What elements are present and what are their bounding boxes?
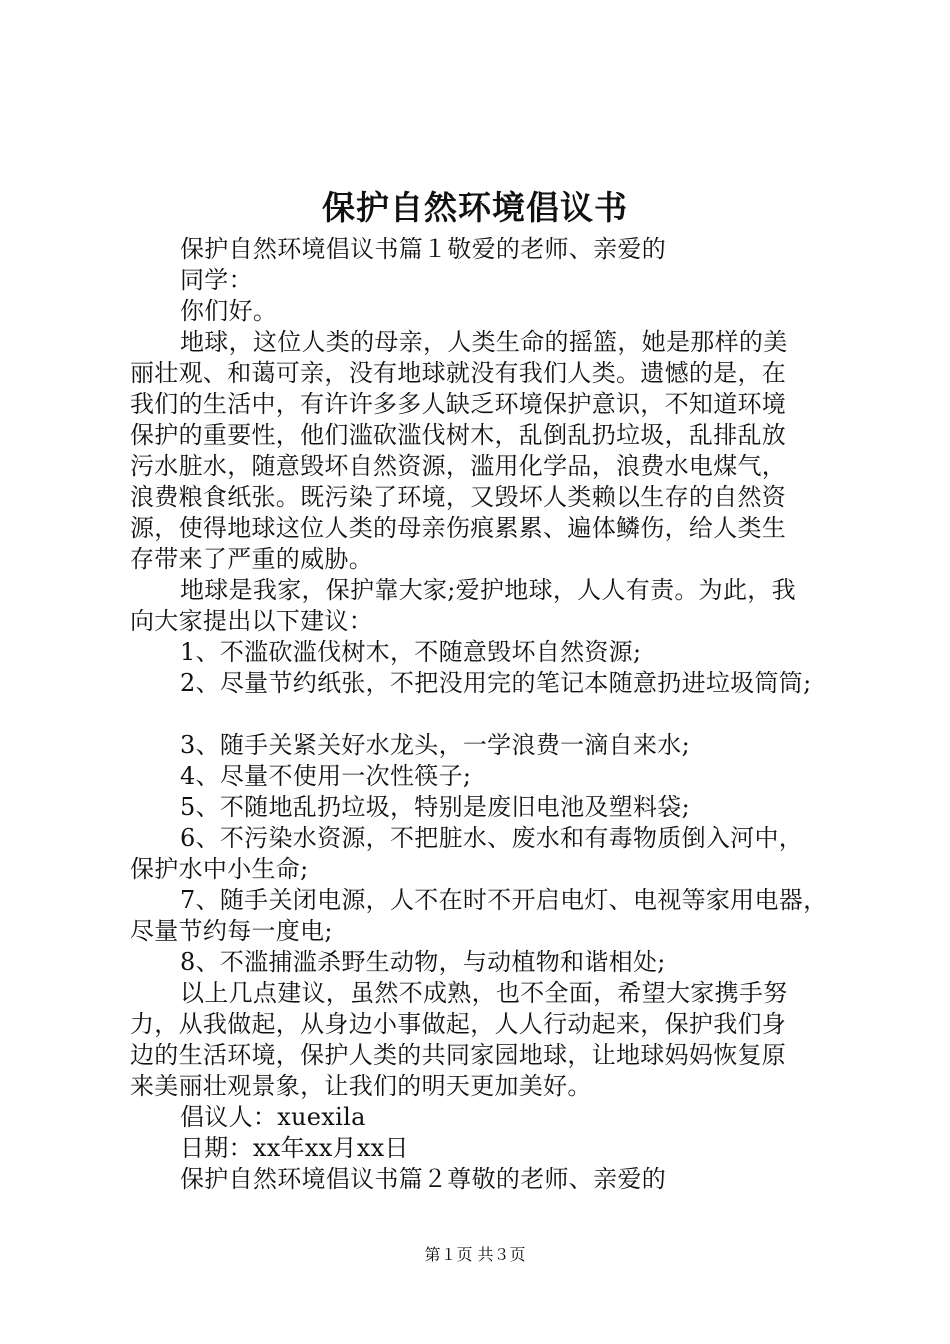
list-item: 5、不随地乱扔垃圾，特别是废旧电池及塑料袋; xyxy=(180,793,690,821)
list-item: 4、尽量不使用一次性筷子; xyxy=(180,762,472,790)
paragraph-line: 边的生活环境，保护人类的共同家园地球，让地球妈妈恢复原 xyxy=(130,1041,787,1069)
paragraph-line: 同学： xyxy=(180,266,253,294)
paragraph-line: 保护自然环境倡议书篇１敬爱的老师、亲爱的 xyxy=(180,235,666,263)
list-item-continuation: 保护水中小生命; xyxy=(130,855,309,883)
document-title: 保护自然环境倡议书 xyxy=(322,188,628,227)
paragraph-line: 我们的生活中，有许许多多人缺乏环境保护意识，不知道环境 xyxy=(130,390,787,418)
paragraph-line: 保护的重要性，他们滥砍滥伐树木，乱倒乱扔垃圾，乱排乱放 xyxy=(130,421,787,449)
page-number: 第１页 共３页 xyxy=(424,1245,526,1264)
paragraph-line: 地球是我家，保护靠大家;爱护地球，人人有责。为此，我 xyxy=(180,576,796,604)
paragraph-line: 源，使得地球这位人类的母亲伤痕累累、遍体鳞伤，给人类生 xyxy=(130,514,787,542)
date-line: 日期：xx年xx月xx日 xyxy=(180,1134,409,1162)
list-item: 7、随手关闭电源，人不在时不开启电灯、电视等家用电器， xyxy=(180,886,828,914)
paragraph-line: 以上几点建议，虽然不成熟，也不全面，希望大家携手努 xyxy=(180,979,788,1007)
paragraph-line: 污水脏水，随意毁坏自然资源，滥用化学品，浪费水电煤气， xyxy=(130,452,787,480)
list-item: 8、不滥捕滥杀野生动物，与动植物和谐相处; xyxy=(180,948,666,976)
paragraph-line: 丽壮观、和蔼可亲，没有地球就没有我们人类。遗憾的是，在 xyxy=(130,359,787,387)
document-body xyxy=(130,234,844,1195)
paragraph-line: 保护自然环境倡议书篇２尊敬的老师、亲爱的 xyxy=(180,1165,666,1193)
list-item-continuation: 尽量节约每一度电; xyxy=(130,917,333,945)
paragraph-line: 力，从我做起，从身边小事做起，人人行动起来，保护我们身 xyxy=(130,1010,787,1038)
list-item: 1、不滥砍滥伐树木，不随意毁坏自然资源; xyxy=(180,638,642,666)
paragraph-line: 地球，这位人类的母亲，人类生命的摇篮，她是那样的美 xyxy=(180,328,788,356)
blank-line xyxy=(130,699,844,730)
paragraph-line: 存带来了严重的威胁。 xyxy=(130,545,373,573)
paragraph-line: 向大家提出以下建议： xyxy=(130,607,373,635)
signature-line: 倡议人：xuexila xyxy=(180,1103,366,1131)
list-item: 2、尽量节约纸张，不把没用完的笔记本随意扔进垃圾筒筒; xyxy=(180,669,812,697)
paragraph-line: 浪费粮食纸张。既污染了环境，又毁坏人类赖以生存的自然资 xyxy=(130,483,787,511)
paragraph-line: 来美丽壮观景象，让我们的明天更加美好。 xyxy=(130,1072,592,1100)
list-item: 6、不污染水资源，不把脏水、废水和有毒物质倒入河中， xyxy=(180,824,804,852)
paragraph-line: 你们好。 xyxy=(180,297,278,325)
list-item: 3、随手关紧关好水龙头，一学浪费一滴自来水; xyxy=(180,731,690,759)
